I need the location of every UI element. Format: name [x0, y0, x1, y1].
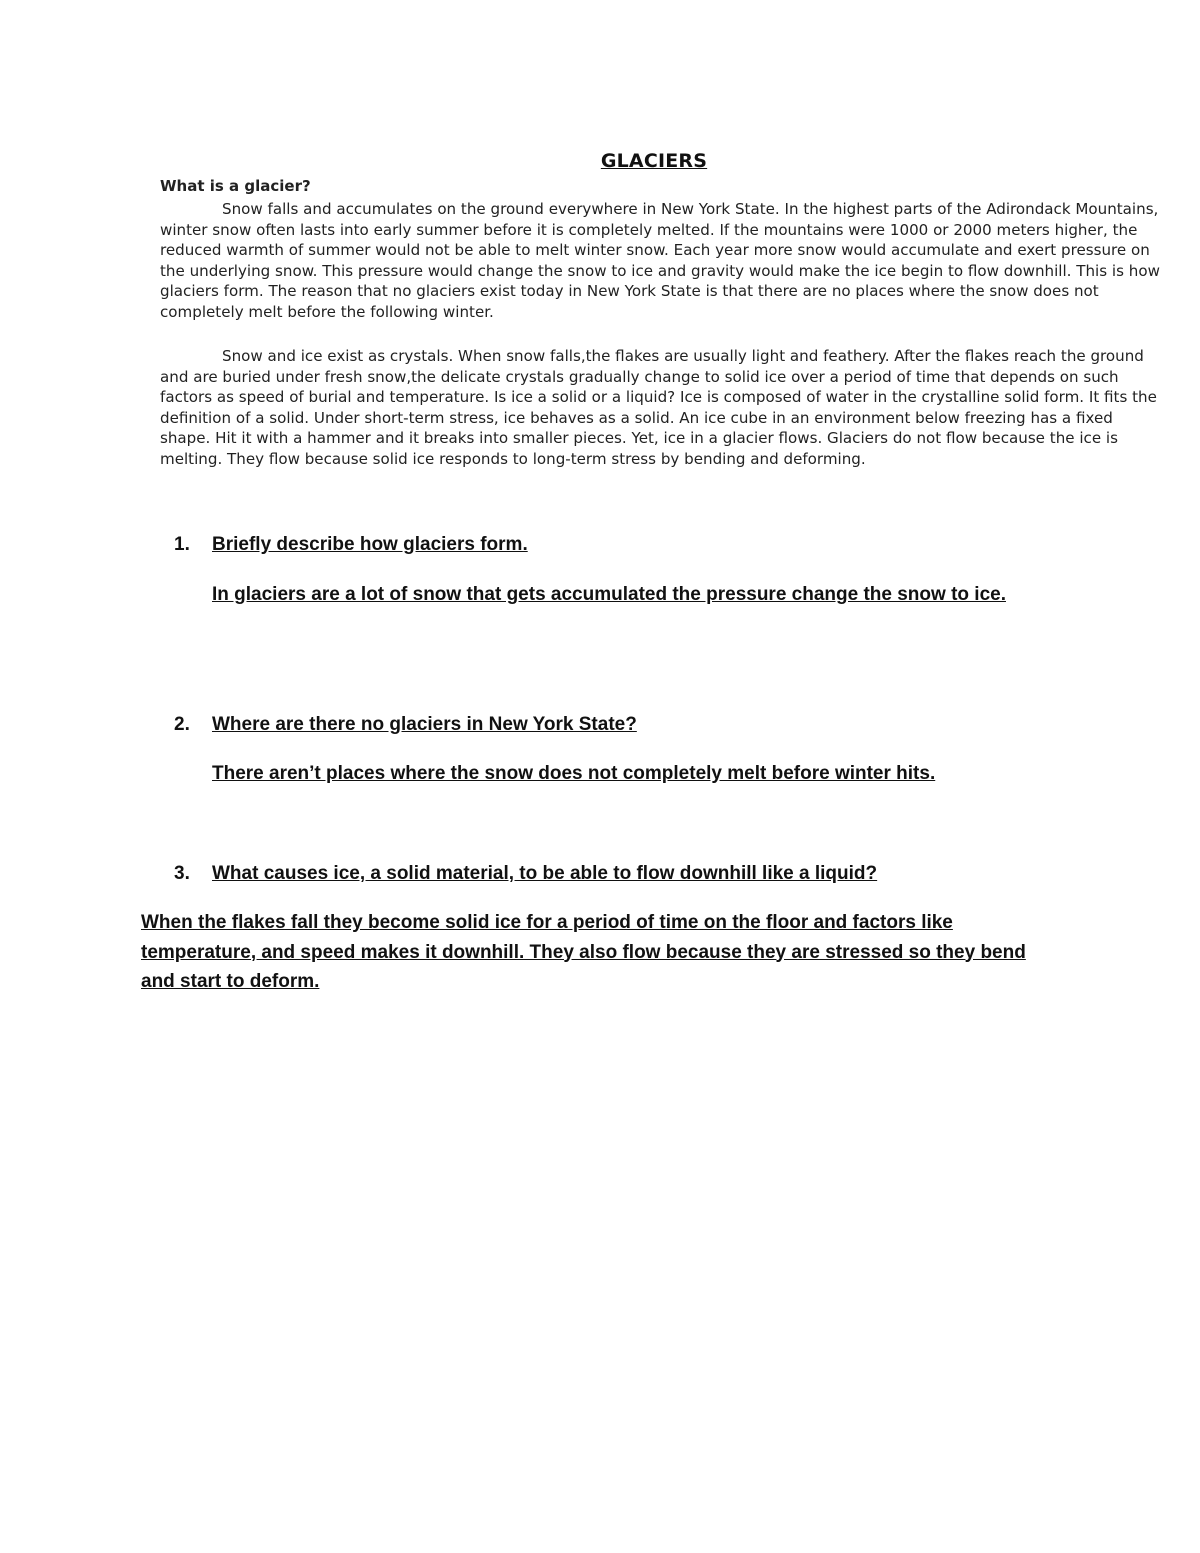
question-text: Briefly describe how glaciers form. [212, 534, 528, 555]
passage-paragraph-1: Snow falls and accumulates on the ground everywhere in New York State. In the highest parts of the Adirondack Mountains, winter snow often lasts into early summer before it is completely melted. If the mountains were 1000 or 2000 meters higher, the reduced warmth of summer would not be able to melt winter snow. Each year more snow would accumulate and exert pressure on the underlying snow. This pressure would change the snow to ice and gravity would make the ice begin to flow downhill. This is how glaciers form. The reason that no glaciers exist today in New York State is that there are no places where the snow does not completely melt before the following winter. [160, 200, 1160, 321]
question-number: 3. [174, 863, 190, 884]
question-text: What causes ice, a solid material, to be able to flow downhill like a liquid? [212, 863, 878, 884]
document-title: GLACIERS [600, 150, 708, 172]
answer-1: In glaciers are a lot of snow that gets accumulated the pressure change the snow to ice. [212, 584, 1006, 605]
question-1 [0, 530, 1200, 560]
question-number: 2. [174, 714, 190, 735]
question-text: Where are there no glaciers in New York State? [212, 714, 637, 735]
question-2 [0, 710, 1200, 740]
section-heading: What is a glacier? [160, 177, 311, 195]
passage-paragraph-2: Snow and ice exist as crystals. When snow falls,the flakes are usually light and feathery. After the flakes reach the ground and are buried under fresh snow,the delicate crystals gradually change to solid ice over a period of time that depends on such factors as speed of burial and temperature. Is ice a solid or a liquid? Ice is composed of water in the crystalline solid form. It fits the definition of a solid. Under short-term stress, ice behaves as a solid. An ice cube in an environment below freezing has a fixed shape. Hit it with a hammer and it breaks into smaller pieces. Yet, ice in a glacier flows. Glaciers do not flow because the ice is melting. They flow because solid ice responds to long-term stress by bending and deforming. [160, 347, 1157, 468]
question-number: 1. [174, 534, 190, 555]
answer-2: There aren’t places where the snow does not completely melt before winter hits. [212, 763, 936, 784]
question-3 [0, 859, 1200, 889]
answer-3: When the flakes fall they become solid ice for a period of time on the floor and factors like temperature, and speed makes it downhill. They also flow because they are stressed so they bend and start to deform. [141, 912, 1026, 992]
